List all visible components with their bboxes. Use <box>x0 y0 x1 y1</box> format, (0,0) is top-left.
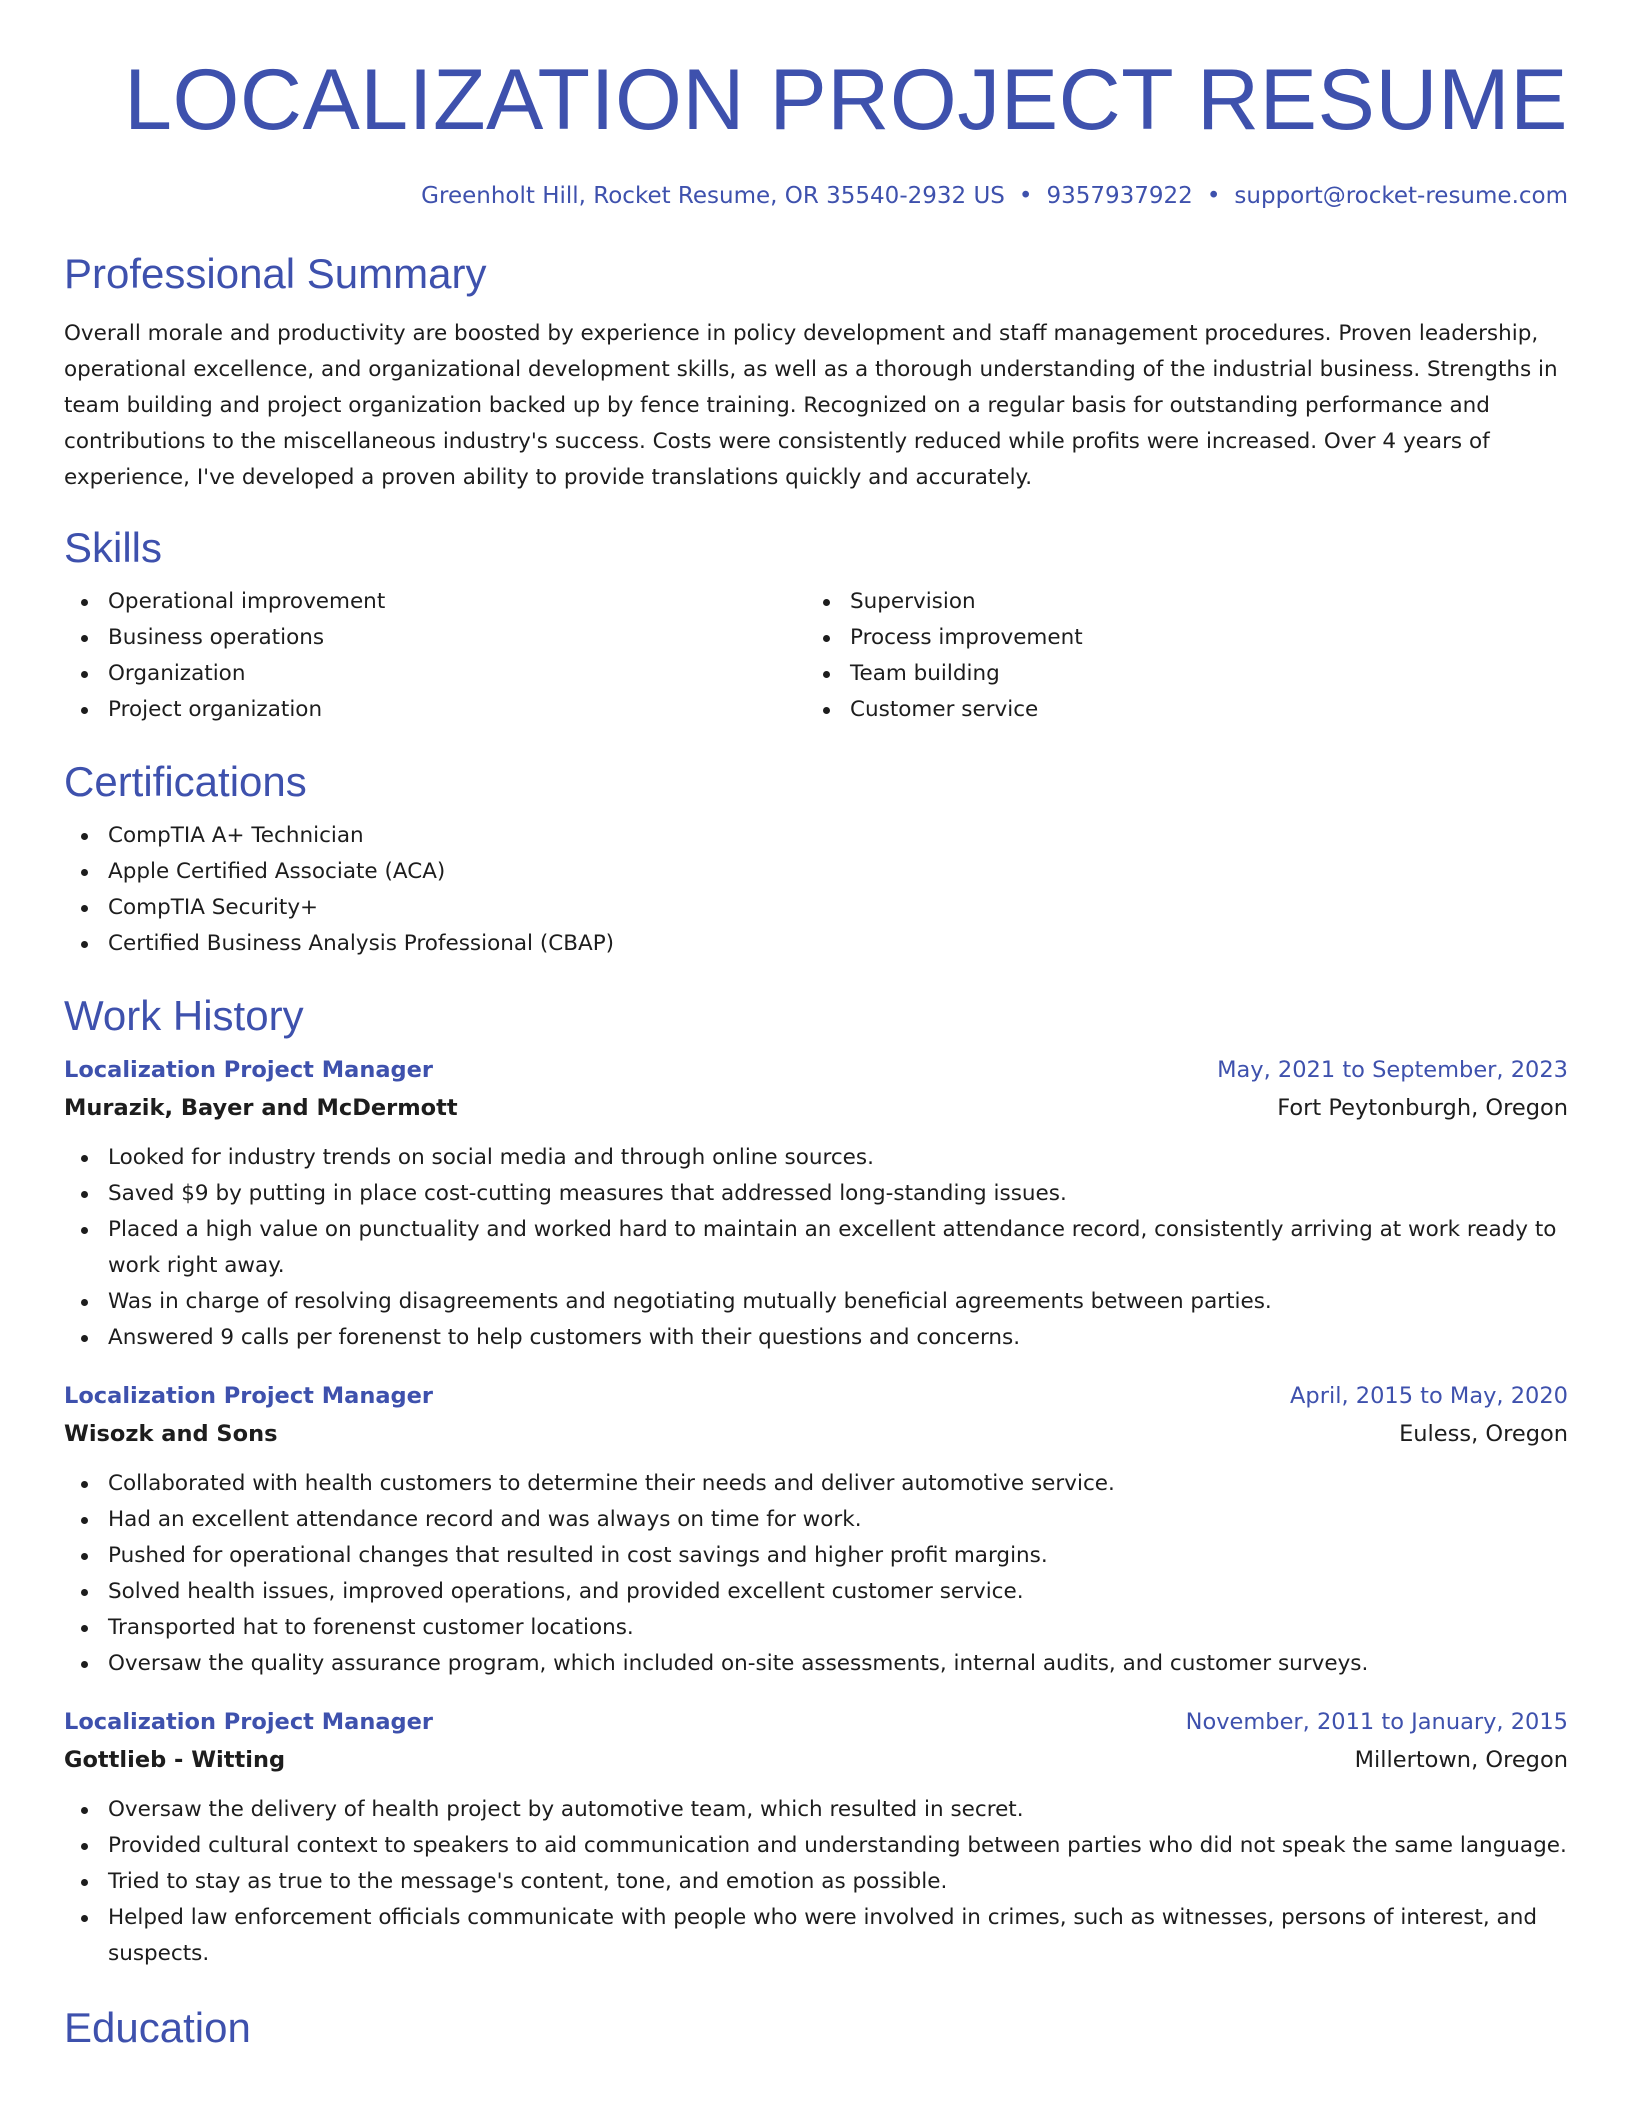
job-company: Gottlieb - Witting <box>64 1747 286 1773</box>
job-header-row <box>64 1704 1568 1740</box>
section-title-summary: Professional Summary <box>64 250 487 297</box>
job-entry <box>64 1704 1568 1972</box>
skill-item: Business operations <box>64 620 806 656</box>
skills-list-right <box>806 584 1548 728</box>
job-title: Localization Project Manager <box>64 1709 433 1735</box>
section-title-education: Education <box>64 2004 251 2051</box>
contact-phone: 9357937922 <box>1046 183 1193 209</box>
job-bullet: Placed a high value on punctuality and worked hard to maintain an excellent attendance record, consistently arriving at work ready to work right away. <box>64 1212 1568 1284</box>
job-bullet: Saved $9 by putting in place cost-cutting measures that addressed long-standing issues. <box>64 1176 1568 1212</box>
job-bullet: Answered 9 calls per forenenst to help customers with their questions and concerns. <box>64 1320 1568 1356</box>
job-title: Localization Project Manager <box>64 1057 433 1083</box>
job-bullet: Oversaw the delivery of health project by automotive team, which resulted in secret. <box>64 1792 1568 1828</box>
skill-item: Customer service <box>806 692 1548 728</box>
job-dates: April, 2015 to May, 2020 <box>1290 1383 1568 1409</box>
job-bullet: Solved health issues, improved operations, and provided excellent customer service. <box>64 1574 1568 1610</box>
skill-item: Supervision <box>806 584 1548 620</box>
job-bullet: Was in charge of resolving disagreements and negotiating mutually beneficial agreements between parties. <box>64 1284 1568 1320</box>
skills-column-right <box>806 584 1548 728</box>
job-company-row <box>64 1088 1568 1128</box>
job-bullet: Collaborated with health customers to determine their needs and deliver automotive service. <box>64 1466 1568 1502</box>
job-bullet: Oversaw the quality assurance program, which included on-site assessments, internal audits, and customer surveys. <box>64 1646 1568 1682</box>
skills-list-left <box>64 584 806 728</box>
job-bullet: Helped law enforcement officials communicate with people who were involved in crimes, such as witnesses, persons of interest, and suspects. <box>64 1900 1568 1972</box>
skills-column-left <box>64 584 806 728</box>
skill-item: Team building <box>806 656 1548 692</box>
contact-email: support@rocket-resume.com <box>1234 183 1568 209</box>
job-location: Fort Peytonburgh, Oregon <box>1277 1095 1568 1121</box>
job-company-row <box>64 1414 1568 1454</box>
section-title-certifications: Certifications <box>64 758 307 805</box>
job-company: Wisozk and Sons <box>64 1421 278 1447</box>
job-bullet: Provided cultural context to speakers to aid communication and understanding between parties who did not speak the same language. <box>64 1828 1568 1864</box>
job-entry <box>64 1378 1568 1682</box>
job-header-row <box>64 1378 1568 1414</box>
skill-item: Process improvement <box>806 620 1548 656</box>
contact-separator: • <box>1018 183 1033 209</box>
job-dates: November, 2011 to January, 2015 <box>1185 1709 1568 1735</box>
skill-item: Operational improvement <box>64 584 806 620</box>
job-dates: May, 2021 to September, 2023 <box>1217 1057 1568 1083</box>
job-bullets <box>64 1140 1568 1356</box>
certification-item: CompTIA A+ Technician <box>64 818 1568 854</box>
job-entry <box>64 1052 1568 1356</box>
job-bullet: Transported hat to forenenst customer locations. <box>64 1610 1568 1646</box>
contact-separator: • <box>1206 183 1221 209</box>
contact-address: Greenholt Hill, Rocket Resume, OR 35540-2932 US <box>421 183 1005 209</box>
section-title-skills: Skills <box>64 524 163 571</box>
job-bullet: Tried to stay as true to the message's content, tone, and emotion as possible. <box>64 1864 1568 1900</box>
job-title: Localization Project Manager <box>64 1383 433 1409</box>
resume-title: LOCALIZATION PROJECT RESUME <box>124 52 1568 148</box>
job-bullets <box>64 1792 1568 1972</box>
skills-grid <box>64 584 1568 728</box>
certification-item: Certified Business Analysis Professional (CBAP) <box>64 926 1568 962</box>
job-company-row <box>64 1740 1568 1780</box>
contact-line <box>64 176 1568 216</box>
section-title-work-history: Work History <box>64 992 304 1039</box>
skill-item: Organization <box>64 656 806 692</box>
summary-text: Overall morale and productivity are boosted by experience in policy development and staff management procedures. Proven leadership, operational excellence, and organizational development skills, as well as a thorough understanding of the industrial business. Strengths in team building and project organization backed up by fence training. Recognized on a regular basis for outstanding performance and contributions to the miscellaneous industry's success. Costs were consistently reduced while profits were increased. Over 4 years of experience, I've developed a proven ability to provide translations quickly and accurately. <box>64 321 1558 490</box>
job-location: Euless, Oregon <box>1399 1421 1568 1447</box>
job-bullet: Pushed for operational changes that resulted in cost savings and higher profit margins. <box>64 1538 1568 1574</box>
job-bullets <box>64 1466 1568 1682</box>
job-location: Millertown, Oregon <box>1354 1747 1568 1773</box>
job-bullet: Looked for industry trends on social media and through online sources. <box>64 1140 1568 1176</box>
certification-item: CompTIA Security+ <box>64 890 1568 926</box>
job-bullet: Had an excellent attendance record and was always on time for work. <box>64 1502 1568 1538</box>
job-header-row <box>64 1052 1568 1088</box>
job-company: Murazik, Bayer and McDermott <box>64 1095 458 1121</box>
work-history <box>64 1052 1568 1972</box>
certification-item: Apple Certified Associate (ACA) <box>64 854 1568 890</box>
certifications-list <box>64 818 1568 962</box>
skill-item: Project organization <box>64 692 806 728</box>
